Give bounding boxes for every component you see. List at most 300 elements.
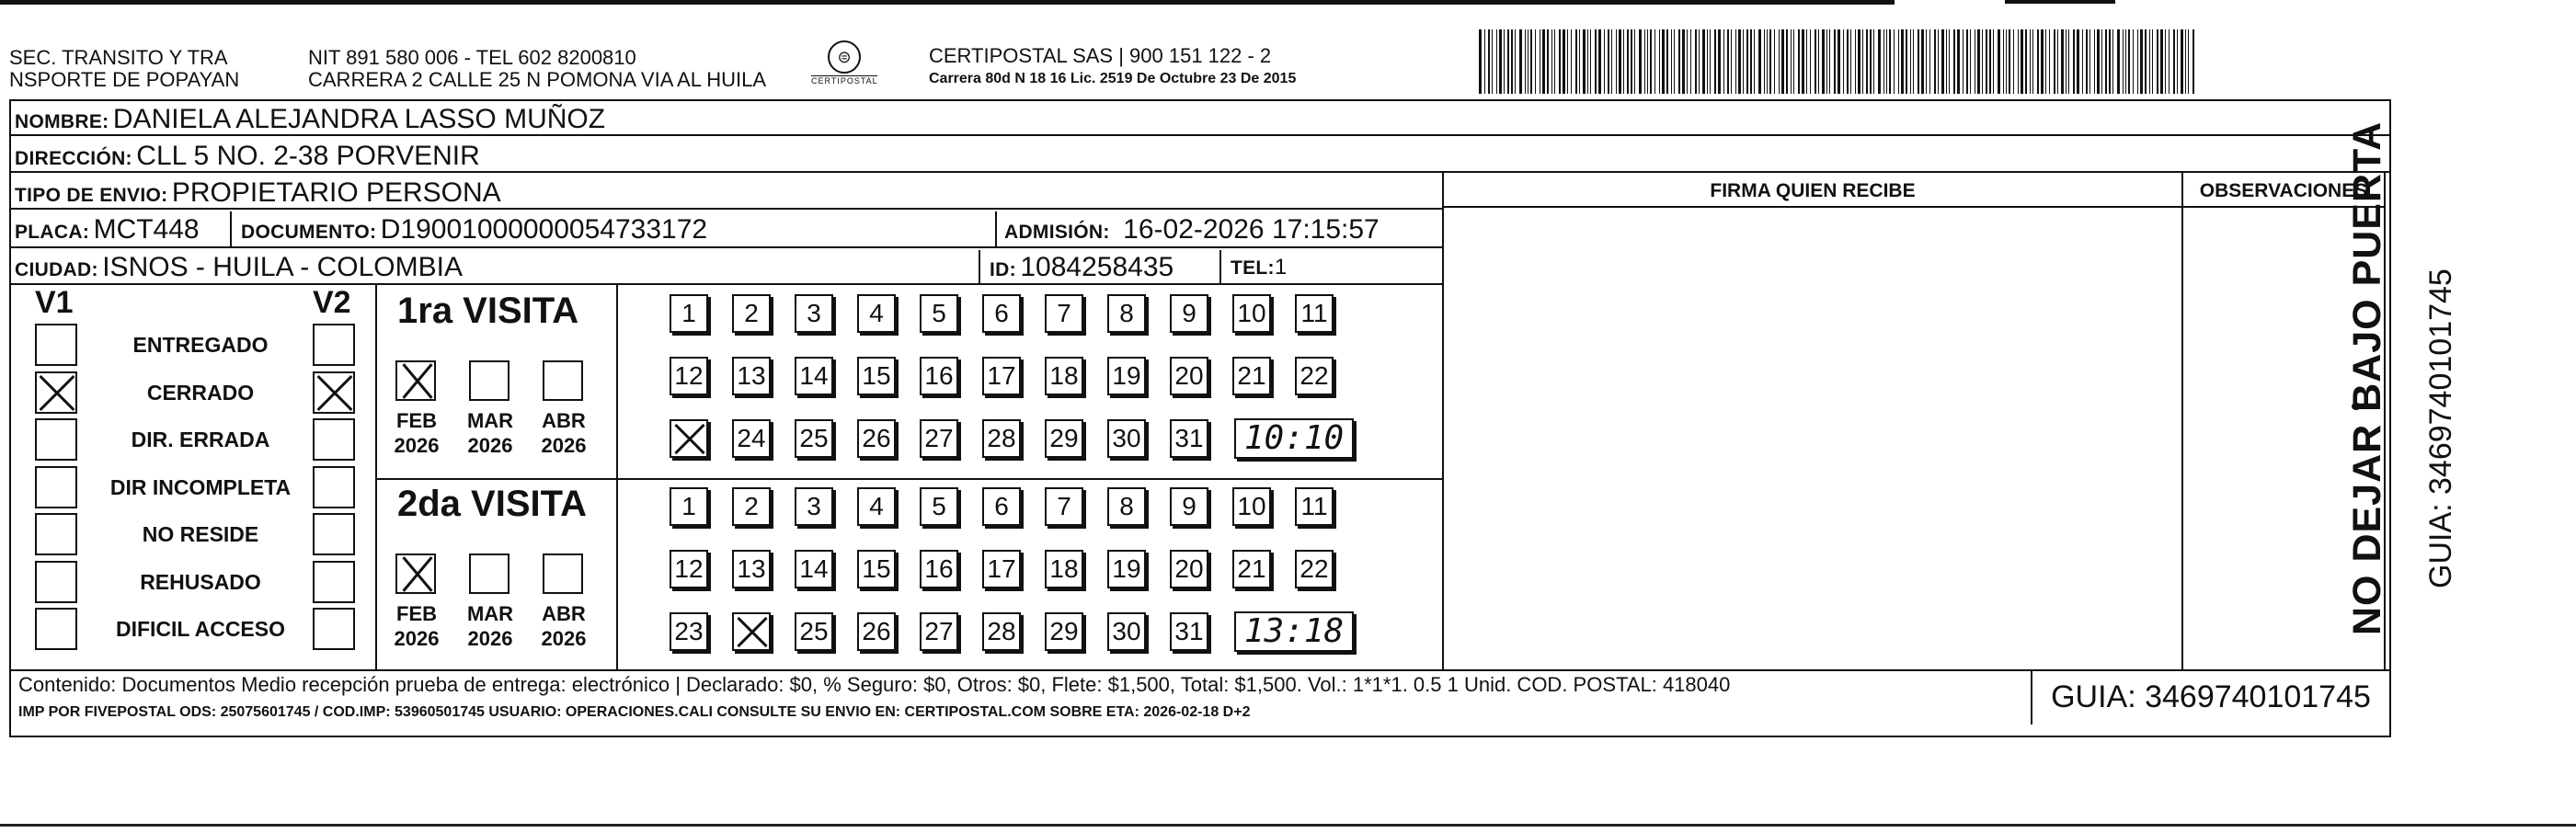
barcode-bar [1731, 29, 1732, 94]
day-26[interactable]: 26 [857, 612, 896, 651]
barcode-bar [2181, 29, 2183, 94]
day-10[interactable]: 10 [1232, 294, 1271, 333]
v2-checkbox[interactable] [313, 371, 355, 414]
barcode-bar [1702, 29, 1705, 94]
day-13[interactable]: 13 [732, 550, 771, 588]
month-checkbox[interactable] [543, 360, 583, 401]
barcode-bar [1989, 29, 1991, 94]
admision-label: ADMISIÓN: [1004, 222, 1110, 243]
barcode-bar [2152, 29, 2153, 94]
barcode-bar [2041, 29, 2044, 94]
day-6[interactable]: 6 [982, 294, 1021, 333]
day-1[interactable]: 1 [670, 294, 708, 333]
status-label: REHUSADO [140, 569, 261, 594]
documento-label: DOCUMENTO: [241, 222, 377, 243]
day-20[interactable]: 20 [1170, 550, 1208, 588]
day-3[interactable]: 3 [795, 294, 833, 333]
divider [375, 478, 1444, 480]
barcode-bar [1723, 29, 1724, 94]
barcode-bar [2006, 29, 2007, 94]
barcode-bar [1758, 29, 1761, 94]
barcode-bar [2030, 29, 2031, 94]
month-name: FEB [396, 409, 437, 432]
status-label: DIR INCOMPLETA [109, 474, 292, 499]
barcode-bar [2054, 29, 2055, 94]
barcode-bar [1815, 29, 1816, 94]
day-21[interactable]: 21 [1232, 357, 1271, 395]
barcode-bar [2066, 29, 2067, 94]
v2-checkbox[interactable] [313, 608, 355, 650]
v2-checkbox[interactable] [313, 324, 355, 366]
day-8[interactable]: 8 [1107, 487, 1146, 526]
ciudad-value: ISNOS - HUILA - COLOMBIA [102, 252, 463, 282]
barcode-bar [1810, 29, 1811, 94]
barcode-bar [1535, 29, 1536, 94]
barcode-bar [1779, 29, 1780, 94]
status-label: DIFICIL ACCESO [115, 617, 285, 641]
barcode-bar [2018, 29, 2019, 94]
barcode-bar [1631, 29, 1632, 94]
ciudad-row [9, 248, 1444, 285]
day-28[interactable]: 28 [982, 612, 1021, 651]
v1-checkbox[interactable] [35, 324, 77, 366]
barcode-bar [1754, 29, 1755, 94]
barcode-bar [1623, 29, 1624, 94]
barcode-bar [1695, 29, 1697, 94]
documento-value: D19001000000054733172 [380, 214, 708, 245]
day-9[interactable]: 9 [1170, 294, 1208, 333]
barcode-bar [2133, 29, 2134, 94]
guia-box: GUIA: 3469740101745 [2031, 669, 2389, 725]
day-24[interactable]: 24 [732, 419, 771, 458]
day-27[interactable]: 27 [920, 419, 958, 458]
barcode-bar [1918, 29, 1919, 94]
barcode-bar [1934, 29, 1936, 94]
barcode-bar [2192, 29, 2194, 94]
day-17[interactable]: 17 [982, 550, 1021, 588]
side-panel [2336, 120, 2458, 640]
barcode-bar [1858, 29, 1860, 94]
direccion-label: DIRECCIÓN: [15, 148, 132, 169]
day-29[interactable]: 29 [1045, 612, 1083, 651]
barcode-bar [1674, 29, 1675, 94]
barcode-bar [1873, 29, 1874, 94]
barcode-bar [1886, 29, 1887, 94]
day-11[interactable]: 11 [1295, 487, 1334, 526]
barcode-bar [1484, 29, 1485, 94]
barcode-bar [1743, 29, 1744, 94]
barcode-bar [1878, 29, 1881, 94]
day-29[interactable]: 29 [1045, 419, 1083, 458]
barcode-bar [2094, 29, 2095, 94]
status-label: DIR. ERRADA [131, 428, 270, 451]
barcode-bar [2101, 29, 2102, 94]
barcode-bar [1926, 29, 1927, 94]
barcode-bar [1604, 29, 1605, 94]
month-year: 2026 [394, 627, 440, 650]
barcode-bar [1750, 29, 1752, 94]
v1-checkbox[interactable] [35, 608, 77, 650]
v1-checkbox[interactable] [35, 418, 77, 461]
barcode-bar [2068, 29, 2069, 94]
logo-text: CERTIPOSTAL [811, 76, 878, 86]
day-13[interactable]: 13 [732, 357, 771, 395]
divider [1442, 206, 2386, 208]
day-22[interactable]: 22 [1295, 357, 1334, 395]
barcode-bar [2037, 29, 2039, 94]
day-2[interactable]: 2 [732, 487, 771, 526]
side-guia: GUIA: 3469740101745 [2423, 268, 2458, 588]
barcode-bar [2112, 29, 2113, 94]
barcode-bar [1855, 29, 1856, 94]
day-14[interactable]: 14 [795, 550, 833, 588]
day-17[interactable]: 17 [982, 357, 1021, 395]
day-7[interactable]: 7 [1045, 487, 1083, 526]
barcode-bar [1798, 29, 1800, 94]
day-15[interactable]: 15 [857, 357, 896, 395]
barcode-bar [1806, 29, 1807, 94]
barcode-bar [1575, 29, 1577, 94]
barcode-bar [1793, 29, 1794, 94]
barcode-bar [1843, 29, 1844, 94]
barcode-bar [2077, 29, 2079, 94]
month-year: 2026 [541, 434, 587, 457]
barcode-bar [1567, 29, 1568, 94]
day-31[interactable]: 31 [1170, 419, 1208, 458]
month-year: 2026 [394, 434, 440, 457]
barcode-bar [1587, 29, 1588, 94]
barcode-bar [1949, 29, 1950, 94]
barcode-bar [2173, 29, 2175, 94]
barcode-bar [1822, 29, 1825, 94]
day-12[interactable]: 12 [670, 357, 708, 395]
month-year: 2026 [467, 434, 513, 457]
day-4[interactable]: 4 [857, 487, 896, 526]
month-label [458, 601, 522, 651]
day-9[interactable]: 9 [1170, 487, 1208, 526]
barcode-bar [2073, 29, 2075, 94]
month-name: ABR [542, 409, 586, 432]
barcode-bar [1714, 29, 1716, 94]
day-24[interactable] [732, 612, 771, 651]
barcode-bar [1525, 29, 1526, 94]
barcode-bar [1862, 29, 1863, 94]
divider [995, 211, 997, 248]
id-label: ID: [990, 259, 1016, 280]
imp-text: IMP POR FIVEPOSTAL ODS: 25075601745 / COD.IMP: 53960501745 USUARIO: OPERACIONES.CALI CONSULTE SU ENVIO EN: CERTIPOSTAL.COM SOBRE ETA: 2026-02-18 D+2 [18, 704, 1251, 720]
month-checkbox[interactable] [543, 553, 583, 594]
barcode-bar [1826, 29, 1827, 94]
barcode-bar [2177, 29, 2178, 94]
tracking-barcode [1479, 29, 2205, 94]
barcode-bar [1986, 29, 1987, 94]
barcode-bar [1894, 29, 1895, 94]
barcode-bar [1953, 29, 1955, 94]
barcode-bar [1619, 29, 1621, 94]
barcode-bar [1530, 29, 1532, 94]
day-18[interactable]: 18 [1045, 357, 1083, 395]
month-label [532, 601, 596, 651]
barcode-bar [1650, 29, 1652, 94]
day-18[interactable]: 18 [1045, 550, 1083, 588]
day-12[interactable]: 12 [670, 550, 708, 588]
barcode-bar [1746, 29, 1748, 94]
month-name: ABR [542, 602, 586, 625]
day-2[interactable]: 2 [732, 294, 771, 333]
barcode-bar [2086, 29, 2088, 94]
divider [230, 211, 232, 248]
barcode-bar [1671, 29, 1672, 94]
v1-checkbox[interactable] [35, 513, 77, 555]
barcode-bar [1818, 29, 1819, 94]
barcode-bar [1946, 29, 1947, 94]
month-checkbox[interactable] [395, 553, 436, 594]
company-name-line2: NSPORTE DE POPAYAN [9, 68, 240, 91]
barcode-bar [1921, 29, 1924, 94]
day-16[interactable]: 16 [920, 550, 958, 588]
day-5[interactable]: 5 [920, 487, 958, 526]
company-name-line1: SEC. TRANSITO Y TRA [9, 46, 228, 69]
day-30[interactable]: 30 [1107, 612, 1146, 651]
barcode-bar [1551, 29, 1552, 94]
barcode-bar [1611, 29, 1612, 94]
barcode-bar [2021, 29, 2023, 94]
barcode-bar [2145, 29, 2147, 94]
barcode-bar [1608, 29, 1609, 94]
day-6[interactable]: 6 [982, 487, 1021, 526]
day-5[interactable]: 5 [920, 294, 958, 333]
barcode-bar [1563, 29, 1565, 94]
month-label [532, 408, 596, 458]
barcode-bar [1583, 29, 1586, 94]
barcode-bar [1579, 29, 1580, 94]
day-30[interactable]: 30 [1107, 419, 1146, 458]
barcode-bar [2045, 29, 2046, 94]
day-7[interactable]: 7 [1045, 294, 1083, 333]
month-name: FEB [396, 602, 437, 625]
barcode-bar [2097, 29, 2100, 94]
barcode-bar [1998, 29, 2000, 94]
day-27[interactable]: 27 [920, 612, 958, 651]
direccion-value: CLL 5 NO. 2-38 PORVENIR [136, 141, 480, 171]
v1-header: V1 [35, 285, 74, 320]
barcode-bar [1647, 29, 1648, 94]
divider [979, 250, 980, 285]
barcode-bar [1499, 29, 1502, 94]
barcode-bar [1966, 29, 1968, 94]
day-21[interactable]: 21 [1232, 550, 1271, 588]
barcode-bar [1707, 29, 1708, 94]
barcode-bar [1834, 29, 1836, 94]
month-year: 2026 [467, 627, 513, 650]
barcode-bar [1901, 29, 1904, 94]
visit-time[interactable]: 10:10 [1234, 418, 1354, 459]
v2-checkbox[interactable] [313, 561, 355, 603]
visit-time[interactable]: 13:18 [1234, 611, 1354, 652]
day-19[interactable]: 19 [1107, 550, 1146, 588]
divider [1219, 250, 1221, 285]
month-checkbox[interactable] [469, 360, 509, 401]
day-20[interactable]: 20 [1170, 357, 1208, 395]
month-year: 2026 [541, 627, 587, 650]
barcode-bar [1699, 29, 1700, 94]
barcode-bar [2003, 29, 2004, 94]
day-15[interactable]: 15 [857, 550, 896, 588]
id-value: 1084258435 [1020, 252, 1174, 282]
visit-title: 1ra VISITA [397, 291, 579, 331]
v2-checkbox[interactable] [313, 513, 355, 555]
barcode-bar [1598, 29, 1601, 94]
barcode-bar [2009, 29, 2010, 94]
v1-checkbox[interactable] [35, 371, 77, 414]
no-dejar-warning: NO DEJAR BAJO PUERTA [2345, 120, 2389, 635]
v1-checkbox[interactable] [35, 561, 77, 603]
barcode-bar [2123, 29, 2124, 94]
barcode-bar [1982, 29, 1983, 94]
barcode-bar [1786, 29, 1788, 94]
barcode-bar [1492, 29, 1493, 94]
barcode-bar [2025, 29, 2027, 94]
courier-license: Carrera 80d N 18 16 Lic. 2519 De Octubre 23 De 2015 [929, 71, 1297, 86]
day-11[interactable]: 11 [1295, 294, 1334, 333]
observaciones-header: OBSERVACIONES [2199, 180, 2368, 201]
barcode-bar [1479, 29, 1482, 94]
month-label [458, 408, 522, 458]
month-checkbox[interactable] [395, 360, 436, 401]
month-label [384, 408, 449, 458]
barcode-bar [1496, 29, 1497, 94]
day-23[interactable] [670, 419, 708, 458]
barcode-bar [1738, 29, 1741, 94]
placa-value: MCT448 [93, 214, 200, 245]
v2-header: V2 [313, 285, 351, 320]
day-14[interactable]: 14 [795, 357, 833, 395]
day-1[interactable]: 1 [670, 487, 708, 526]
tel-value: 1 [1274, 255, 1288, 280]
barcode-bar [1515, 29, 1516, 94]
barcode-bar [1659, 29, 1660, 94]
barcode-bar [1710, 29, 1711, 94]
tipo-value: PROPIETARIO PERSONA [171, 177, 501, 208]
divider [2181, 173, 2183, 671]
day-25[interactable]: 25 [795, 612, 833, 651]
divider [1442, 173, 1444, 671]
barcode-bar [2140, 29, 2143, 94]
month-name: MAR [466, 409, 514, 432]
barcode-bar [1678, 29, 1680, 94]
barcode-bar [2125, 29, 2126, 94]
v1-checkbox[interactable] [35, 466, 77, 508]
contenido-text: Contenido: Documentos Medio recepción prueba de entrega: electrónico | Declarado: $0, % Seguro: $0, Otros: $0, Flete: $1,500, Total: $1,500. Vol.: 1*1*1. 0.5 1 Unid. COD. POSTAL: 418040 [18, 673, 1731, 696]
v2-checkbox[interactable] [313, 418, 355, 461]
barcode-bar [2082, 29, 2083, 94]
month-checkbox[interactable] [469, 553, 509, 594]
barcode-bar [1957, 29, 1960, 94]
barcode-bar [1769, 29, 1771, 94]
barcode-bar [1547, 29, 1549, 94]
barcode-bar [1727, 29, 1729, 94]
nombre-value: DANIELA ALEJANDRA LASSO MUÑOZ [112, 104, 606, 134]
nit-line: NIT 891 580 006 - TEL 602 8200810 [308, 46, 636, 69]
barcode-bar [2105, 29, 2107, 94]
nombre-row [9, 99, 2391, 136]
tel-label: TEL: [1231, 257, 1275, 279]
barcode-bar [1838, 29, 1840, 94]
barcode-bar [2013, 29, 2014, 94]
placa-label: PLACA: [15, 222, 90, 243]
barcode-bar [1774, 29, 1775, 94]
certipostal-logo [811, 40, 877, 99]
barcode-bar [1802, 29, 1804, 94]
barcode-bar [1634, 29, 1635, 94]
barcode-bar [1504, 29, 1505, 94]
month-name: MAR [466, 602, 514, 625]
barcode-bar [1595, 29, 1597, 94]
barcode-bar [1644, 29, 1645, 94]
barcode-bar [2049, 29, 2050, 94]
barcode-bar [1993, 29, 1994, 94]
barcode-bar [2057, 29, 2058, 94]
bottom-rule [0, 824, 2576, 827]
placa-row [9, 210, 1444, 248]
month-label [384, 601, 449, 651]
barcode-bar [2160, 29, 2163, 94]
status-label: CERRADO [146, 380, 255, 405]
barcode-bar [1571, 29, 1572, 94]
barcode-bar [2149, 29, 2150, 94]
barcode-bar [1889, 29, 1891, 94]
barcode-bar [1687, 29, 1688, 94]
barcode-bar [1829, 29, 1830, 94]
barcode-bar [1898, 29, 1899, 94]
day-31[interactable]: 31 [1170, 612, 1208, 651]
barcode-bar [1781, 29, 1784, 94]
admision-value: 16-02-2026 17:15:57 [1123, 214, 1380, 245]
v2-checkbox[interactable] [313, 466, 355, 508]
barcode-bar [1767, 29, 1768, 94]
day-22[interactable]: 22 [1295, 550, 1334, 588]
barcode-bar [1791, 29, 1792, 94]
day-19[interactable]: 19 [1107, 357, 1146, 395]
barcode-bar [1883, 29, 1884, 94]
barcode-bar [1718, 29, 1721, 94]
day-26[interactable]: 26 [857, 419, 896, 458]
day-8[interactable]: 8 [1107, 294, 1146, 333]
barcode-bar [1616, 29, 1617, 94]
barcode-bar [1511, 29, 1513, 94]
barcode-bar [2185, 29, 2186, 94]
day-23[interactable]: 23 [670, 612, 708, 651]
address-line: CARRERA 2 CALLE 25 N POMONA VIA AL HUILA [308, 68, 767, 91]
tipo-row [9, 173, 1444, 210]
courier-line: CERTIPOSTAL SAS | 900 151 122 - 2 [929, 44, 1272, 67]
day-3[interactable]: 3 [795, 487, 833, 526]
day-16[interactable]: 16 [920, 357, 958, 395]
barcode-bar [1542, 29, 1545, 94]
barcode-bar [1929, 29, 1930, 94]
day-10[interactable]: 10 [1232, 487, 1271, 526]
day-28[interactable]: 28 [982, 419, 1021, 458]
barcode-bar [2032, 29, 2033, 94]
barcode-bar [1866, 29, 1868, 94]
day-4[interactable]: 4 [857, 294, 896, 333]
barcode-bar [1507, 29, 1509, 94]
top-rule [0, 0, 1895, 5]
barcode-bar [1639, 29, 1642, 94]
barcode-bar [2169, 29, 2170, 94]
barcode-bar [1941, 29, 1944, 94]
day-25[interactable]: 25 [795, 419, 833, 458]
